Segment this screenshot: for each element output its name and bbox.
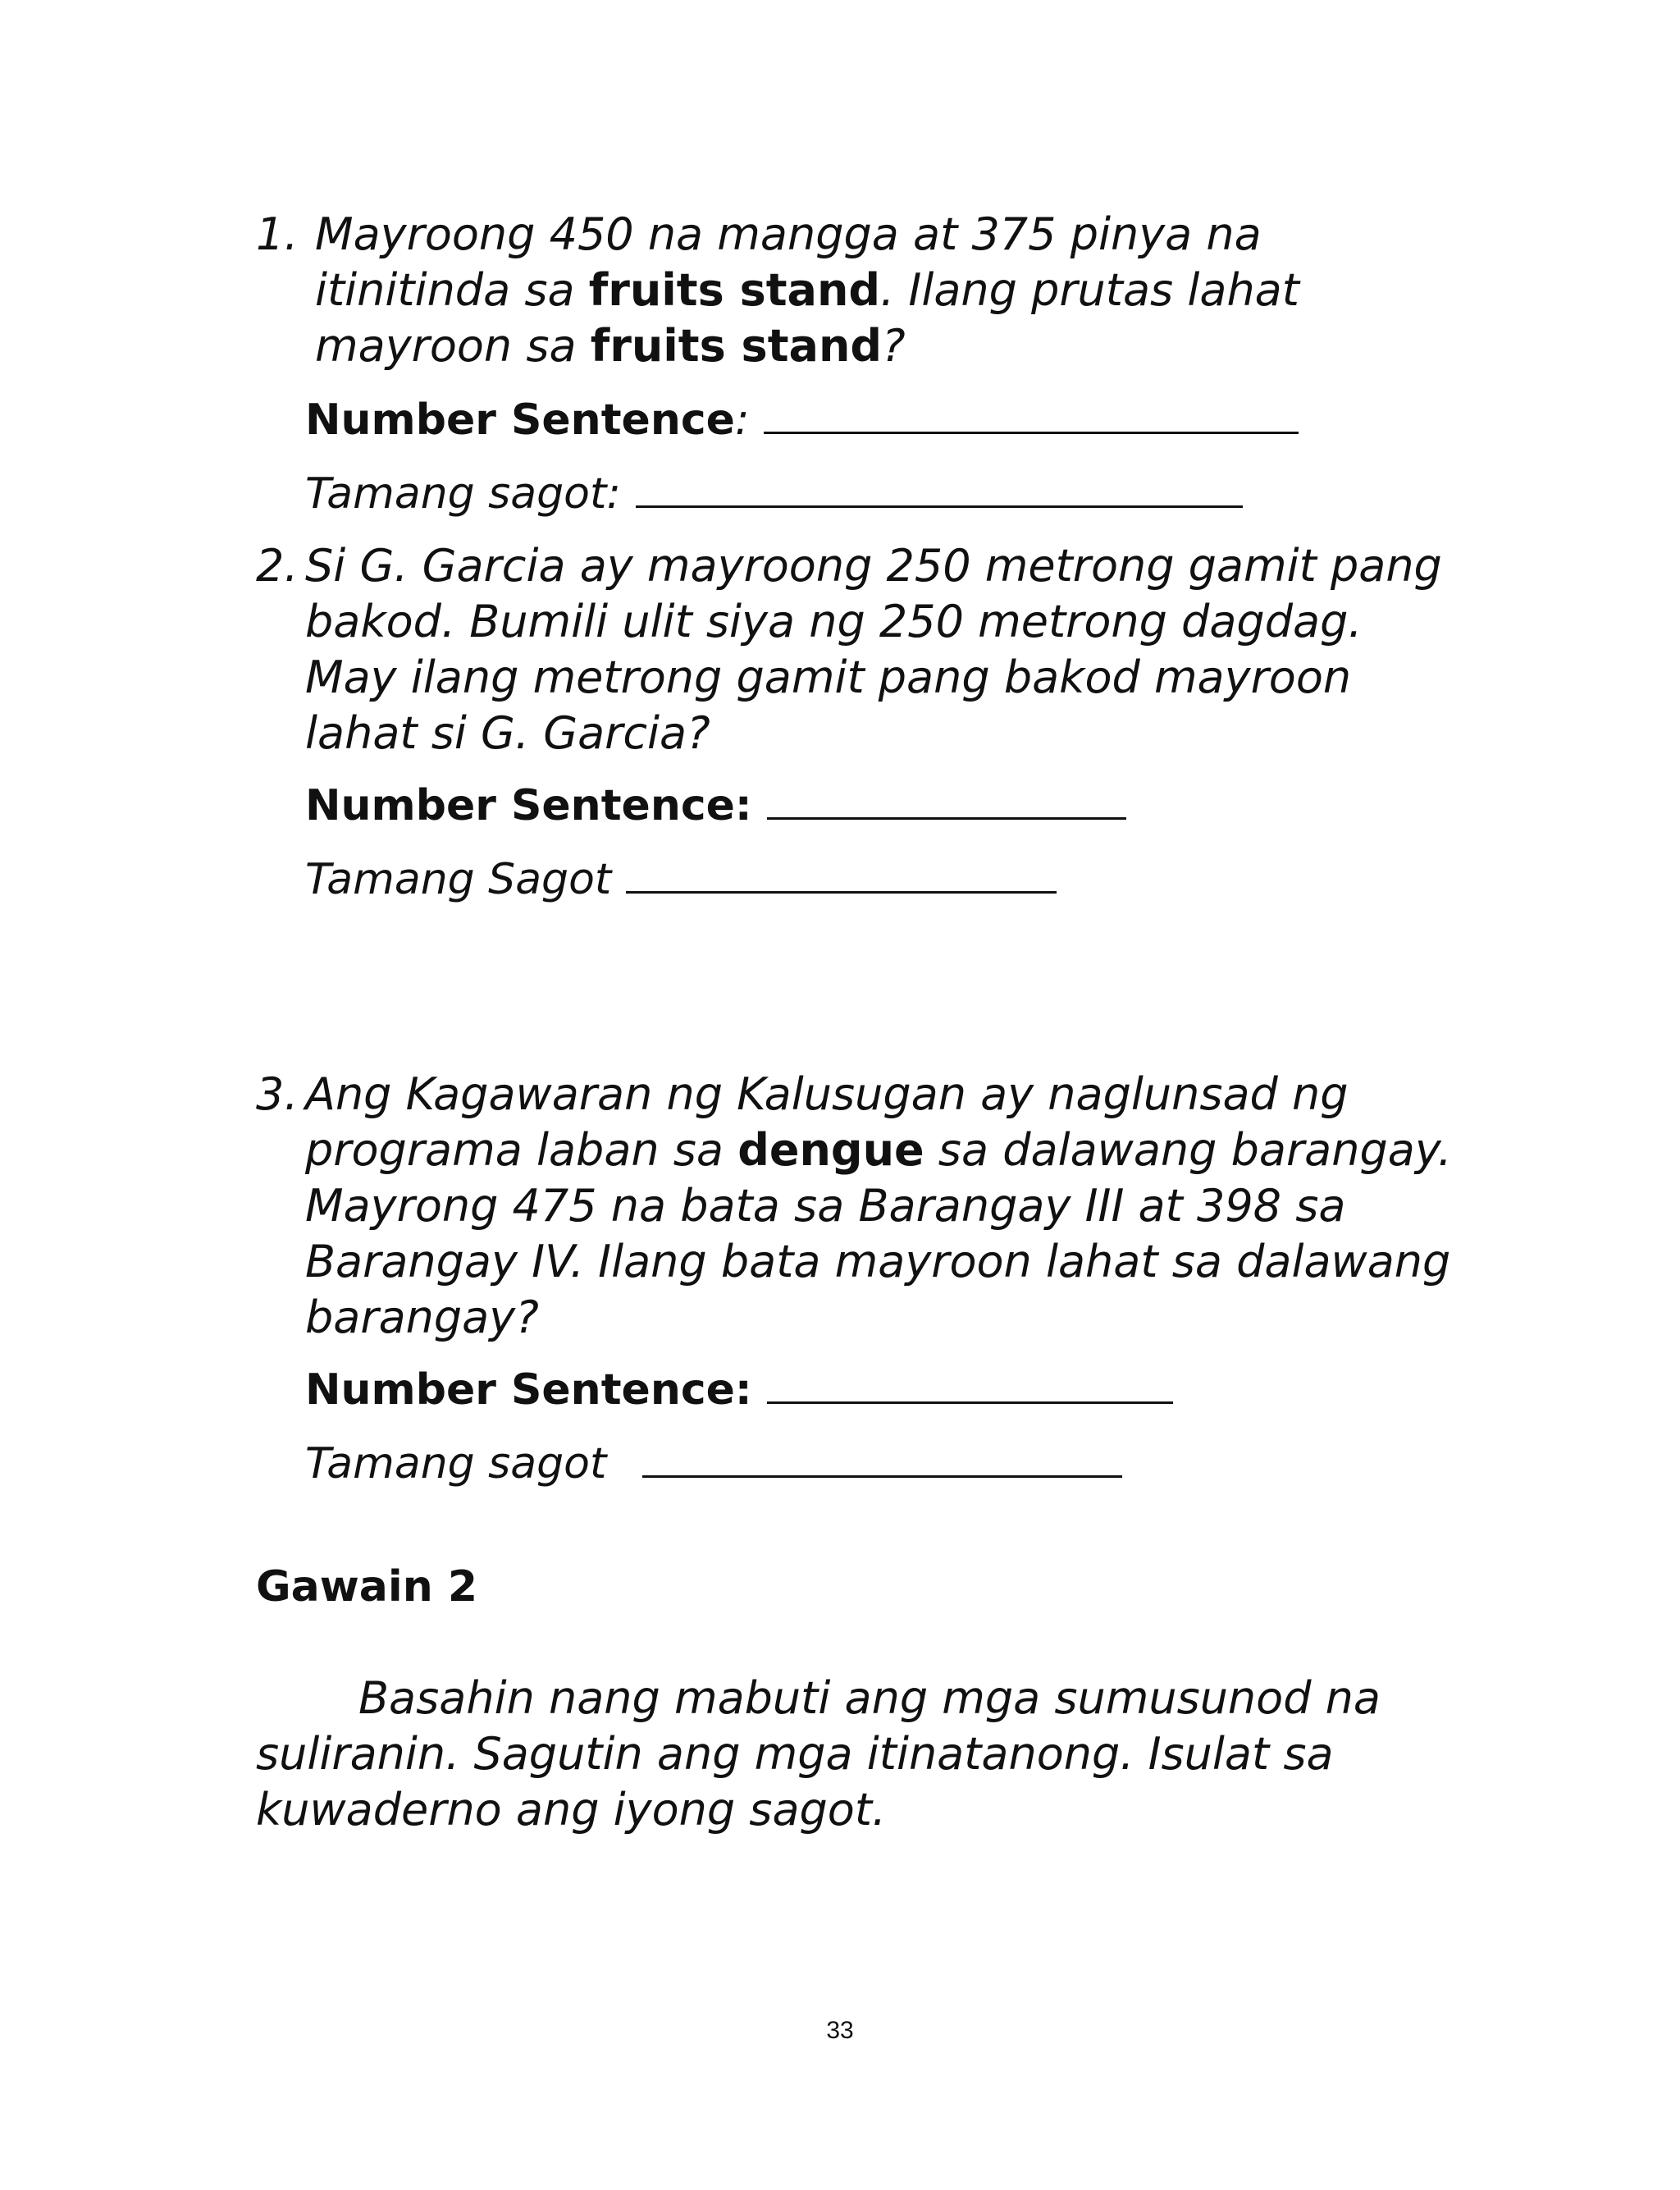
page-number: 33 xyxy=(826,2017,854,2044)
bold-term: fruits stand xyxy=(590,320,883,372)
bold-term: dengue xyxy=(737,1124,924,1176)
answer-label: Tamang sagot: xyxy=(305,469,621,519)
answer-blank[interactable] xyxy=(636,468,1243,508)
answer-row xyxy=(305,466,1243,522)
number-sentence-row xyxy=(305,1362,1173,1418)
section-instructions: Basahin nang mabuti ang mga sumusunod na suliranin. Sagutin ang mga itinatanong. Isulat sa kuwaderno ang iyong sagot. xyxy=(256,1672,1381,1836)
answer-blank[interactable] xyxy=(764,394,1299,434)
question-number: 3. xyxy=(256,1068,299,1120)
answer-blank[interactable] xyxy=(767,1364,1173,1404)
number-sentence-row xyxy=(305,778,1126,834)
answer-blank[interactable] xyxy=(626,853,1057,894)
bold-term: fruits stand xyxy=(588,264,881,316)
number-sentence-label: Number Sentence: xyxy=(305,781,752,830)
number-sentence-label: Number Sentence: xyxy=(305,1365,752,1415)
question-number: 1. xyxy=(256,208,299,260)
answer-row xyxy=(305,852,1057,908)
number-sentence-row: Number Sentence : xyxy=(305,392,1299,448)
answer-label: Tamang Sagot xyxy=(305,855,612,904)
answer-blank[interactable] xyxy=(642,1438,1122,1478)
question-text: Si G. Garcia ay mayroong 250 metrong gamit pang bakod. Bumili ulit siya ng 250 metrong dagdag. May ilang metrong gamit pang bakod mayroon lahat si G. Garcia? xyxy=(305,540,1442,759)
number-sentence-label: Number Sentence xyxy=(305,395,735,445)
answer-label: Tamang sagot xyxy=(305,1439,607,1488)
question-text: Mayroong 450 na mangga at 375 pinya na itinitinda sa fruits stand. Ilang prutas lahat mayroon sa fruits stand? xyxy=(315,208,1299,372)
answer-row xyxy=(305,1436,1122,1492)
section-heading: Gawain 2 xyxy=(256,1562,478,1612)
question-number: 2. xyxy=(256,540,299,592)
answer-blank[interactable] xyxy=(767,780,1126,820)
question-text: Ang Kagawaran ng Kalusugan ay naglunsad ng programa laban sa dengue sa dalawang barangay. Mayrong 475 na bata sa Barangay III at 398 sa Barangay IV. Ilang bata mayroon lahat sa dalawang barangay? xyxy=(305,1068,1452,1343)
